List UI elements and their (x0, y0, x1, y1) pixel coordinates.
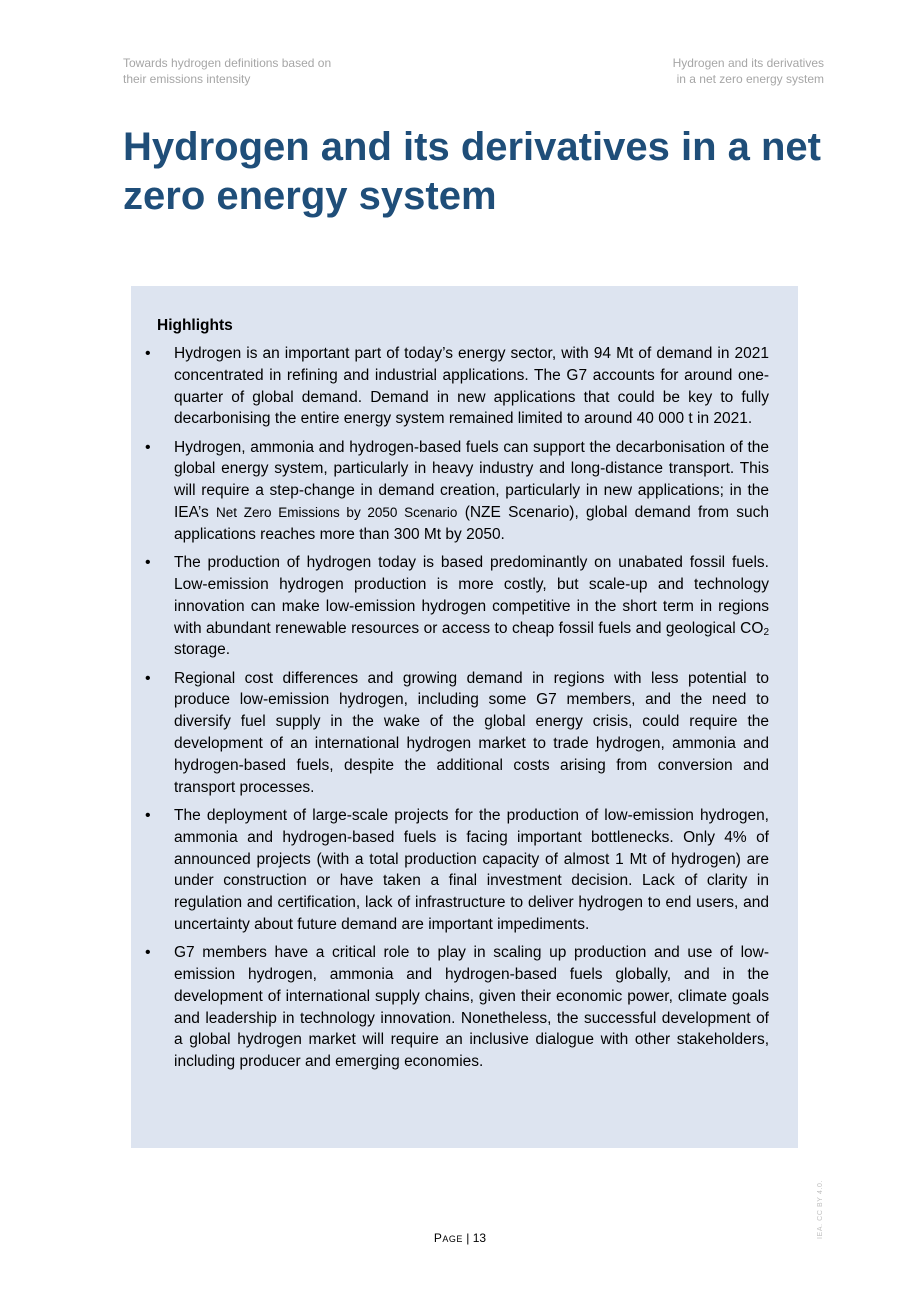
highlight-text: Hydrogen is an important part of today’s energy sector, with 94 Mt of demand in 2021 concentrated in refining and industrial applications. The G7 accounts for around one-quarter of global demand. Demand in new applications that could be key to fully decarbonising the entire energy system remained limited to around 40 000 t in 2021. (174, 345, 769, 428)
highlight-text: The production of hydrogen today is based predominantly on unabated fossil fuels. Low-emission hydrogen production is more costly, but scale-up and technology innovation can make low-emission hydrogen competitive in the short term in regions with abundant renewable resources or access to cheap fossil fuels and geological CO (174, 554, 769, 637)
highlight-item (131, 805, 798, 936)
header-left-line-1: Towards hydrogen definitions based on (123, 56, 332, 70)
bullet-icon: • (145, 806, 151, 824)
bullet-icon: • (145, 554, 151, 572)
highlight-text-continued: storage. (174, 641, 231, 659)
bullet-icon: • (145, 345, 151, 362)
bullet-icon: • (145, 669, 151, 687)
chapter-title: Hydrogen and its derivatives in a net zero energy system (123, 125, 821, 218)
highlight-text-continued: (NZE Scenario), global demand from such applications reaches more than 300 Mt by 2050. (174, 504, 769, 543)
highlight-text: Hydrogen, ammonia and hydrogen-based fuels can support the decarbonisation of the global energy system, particularly in heavy industry and long-distance transport. This will require a step-change in demand creation, particularly in new applications; in the IEA’s (174, 438, 769, 522)
header-right-line-2: in a net zero energy system (676, 72, 824, 86)
highlights-list (131, 343, 798, 1080)
running-header-right (673, 55, 824, 87)
scenario-name: Net Zero Emissions by 2050 Scenario (216, 505, 458, 521)
header-left-line-2: their emissions intensity (123, 72, 251, 86)
highlight-item (131, 552, 798, 661)
highlight-text: G7 members have a critical role to play in scaling up production and use of low-emission hydrogen, ammonia and hydrogen-based fuels globally, and in the development of international supply chains, given their economic power, climate goals and leadership in technology innovation. Nonetheless, the successful development of a global hydrogen market will require an inclusive dialogue with other stakeholders, including producer and emerging economies. (174, 944, 769, 1071)
page-footer (0, 1231, 920, 1246)
running-header-left (123, 55, 331, 87)
page-number: 13 (472, 1231, 487, 1245)
license-note: IEA. CC BY 4.0. (817, 1179, 824, 1239)
highlights-box (131, 286, 798, 1148)
highlight-item (131, 942, 798, 1073)
highlights-heading: Highlights (157, 317, 233, 334)
header-right-line-1: Hydrogen and its derivatives (672, 56, 824, 70)
page-separator: | (466, 1231, 470, 1245)
bullet-icon: • (145, 438, 151, 456)
subscript: 2 (763, 626, 769, 638)
highlight-item (131, 668, 798, 799)
bullet-icon: • (145, 944, 151, 962)
highlight-text: Regional cost differences and growing demand in regions with less potential to produce low-emission hydrogen, including some G7 members, and the need to diversify fuel supply in the wake of the global energy crisis, could require the development of an international hydrogen market to trade hydrogen, ammonia and hydrogen-based fuels, despite the additional costs arising from conversion and transport processes. (174, 669, 769, 796)
page-label: PAGE (433, 1231, 463, 1245)
highlight-item (131, 343, 798, 430)
highlight-item (131, 437, 798, 546)
highlight-text: The deployment of large-scale projects for the production of low-emission hydrogen, ammonia and hydrogen-based fuels is facing important bottlenecks. Only 4% of announced projects (with a total production capacity of almost 1 Mt of hydrogen) are under construction or have taken a final investment decision. Lack of clarity in regulation and certification, lack of infrastructure to deliver hydrogen to end users, and uncertainty about future demand are important impediments. (174, 806, 769, 933)
